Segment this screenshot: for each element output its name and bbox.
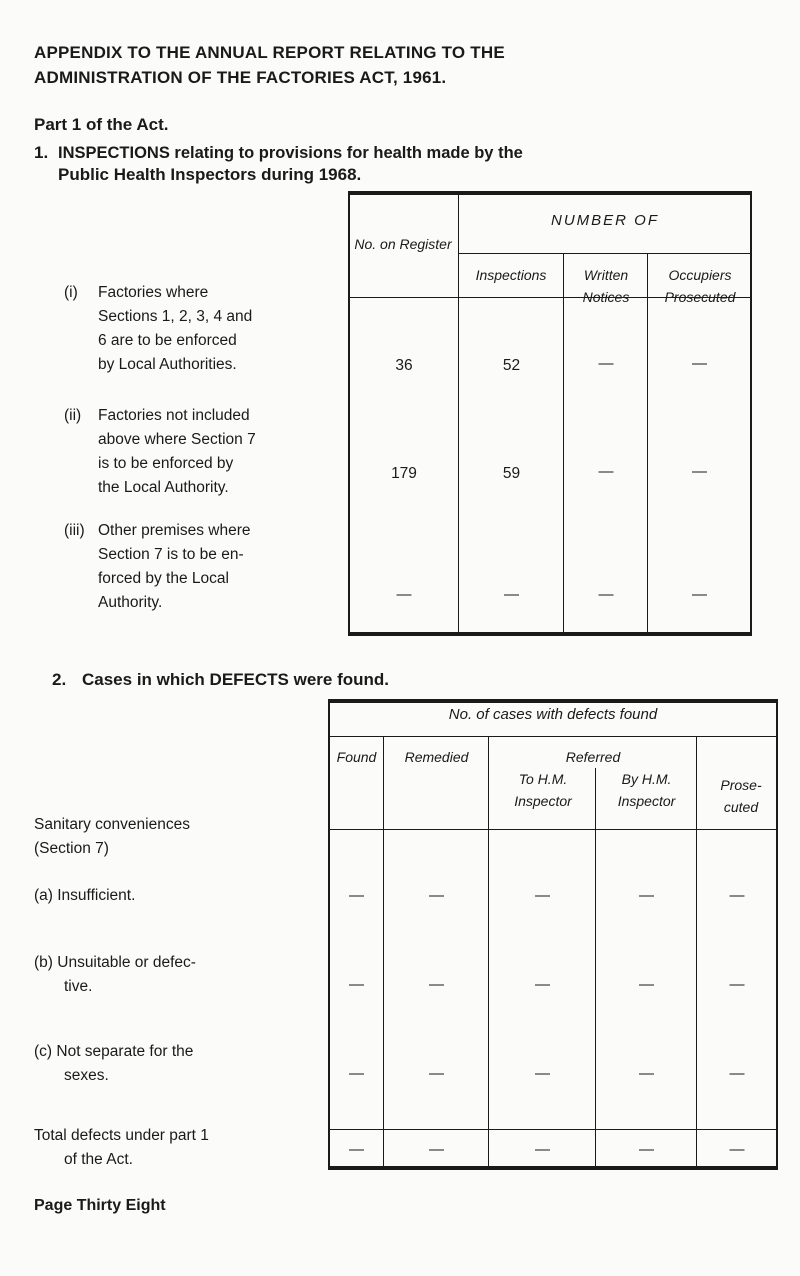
cell-register: — <box>396 586 412 603</box>
cell-to-hm: — <box>535 976 550 993</box>
table-1-bottom-rule <box>348 632 752 636</box>
table-2-left-rule <box>328 699 330 1170</box>
table-1-divider <box>647 253 648 636</box>
cell-remedied: — <box>429 887 444 904</box>
section-2-title-text: Cases in which DEFECTS were found. <box>82 670 389 689</box>
table-1-row-label: (ii) Factories not included above where Section 7 is to be enforced by the Local Authority. <box>64 407 256 496</box>
column-header-register: No. on Register <box>354 236 452 252</box>
section-1-title-line-2: Public Health Inspectors during 1968. <box>58 165 362 184</box>
table-2-divider <box>383 736 384 1170</box>
column-header-referred: Referred <box>565 749 621 765</box>
table-1-divider <box>563 253 564 636</box>
cell-prosecuted: — <box>729 1065 745 1082</box>
table-2-divider <box>488 736 489 1170</box>
column-header-remedied: Remedied <box>404 749 469 765</box>
table-1-row-label: (i) Factories where Sections 1, 2, 3, 4 and 6 are to be enforced by Local Authorities. <box>64 284 253 373</box>
table-2-top-rule <box>328 699 778 703</box>
section-2-number: 2. <box>52 670 67 689</box>
table-1-divider <box>458 253 752 254</box>
table-2-group-header: No. of cases with defects found <box>448 706 658 723</box>
cell-prosecuted: — <box>729 887 745 904</box>
cell-notices: — <box>598 463 614 480</box>
table-1-row-label: (iii) Other premises where Section 7 is to be en- forced by the Local Authority. <box>64 522 251 611</box>
total-defects-label: Total defects under part 1 of the Act. <box>34 1127 209 1168</box>
column-header-by-hm-inspector: By H.M. Inspector <box>617 771 676 809</box>
section-2-title <box>52 669 389 691</box>
section-1-title-line-1: INSPECTIONS relating to provisions for health made by the <box>58 144 523 162</box>
table-2-row-label: (c) Not separate for the sexes. <box>34 1043 194 1084</box>
table-1-left-rule <box>348 191 350 636</box>
table-2-header-rule <box>328 829 778 830</box>
column-header-written-notices: Written Notices <box>582 267 630 305</box>
table-2-bottom-rule <box>328 1166 778 1170</box>
cell-remedied: — <box>429 1065 444 1082</box>
table-1-right-rule <box>750 191 752 636</box>
column-header-prosecuted: Prose- cuted <box>720 777 762 815</box>
table-2-divider <box>696 736 697 1170</box>
heading-line-2: ADMINISTRATION OF THE FACTORIES ACT, 1961. <box>34 68 447 87</box>
column-header-found: Found <box>336 749 377 765</box>
table-2-row-label: (a) Insufficient. <box>34 887 136 904</box>
table-2-divider <box>328 736 778 737</box>
cell-prosecuted: — <box>692 463 707 480</box>
table-2-row-label: (b) Unsuitable or defec- tive. <box>34 954 196 995</box>
cell-notices: — <box>598 355 614 372</box>
cell-prosecuted: — <box>729 1141 745 1158</box>
cell-prosecuted: — <box>729 976 745 993</box>
report-heading <box>34 40 505 90</box>
cell-by-hm: — <box>639 1065 654 1082</box>
cell-by-hm: — <box>639 976 654 993</box>
cell-found: — <box>349 976 364 993</box>
cell-found: — <box>349 1065 364 1082</box>
cell-by-hm: — <box>639 887 654 904</box>
cell-notices: — <box>598 586 614 603</box>
column-header-occupiers-prosecuted: Occupiers Prosecuted <box>664 267 736 305</box>
sanitary-conveniences-label: Sanitary conveniences (Section 7) <box>34 816 190 857</box>
cell-inspections: — <box>504 586 519 603</box>
table-2-divider <box>595 768 596 1170</box>
cell-to-hm: — <box>535 1141 550 1158</box>
cell-remedied: — <box>429 976 444 993</box>
column-header-to-hm-inspector: To H.M. Inspector <box>514 771 572 809</box>
page-footer: Page Thirty Eight <box>34 1197 166 1214</box>
cell-found: — <box>349 887 364 904</box>
cell-prosecuted: — <box>692 355 707 372</box>
cell-to-hm: — <box>535 1065 550 1082</box>
section-1-title <box>34 142 523 186</box>
column-header-inspections: Inspections <box>475 267 547 283</box>
part-title: Part 1 of the Act. <box>34 115 169 134</box>
section-1-number: 1. <box>34 143 49 162</box>
cell-remedied: — <box>429 1141 444 1158</box>
table-2-total-rule <box>328 1129 778 1130</box>
cell-to-hm: — <box>535 887 550 904</box>
table-1-divider <box>458 191 459 636</box>
heading-line-1: APPENDIX TO THE ANNUAL REPORT RELATING TO THE <box>34 43 505 62</box>
cell-by-hm: — <box>639 1141 654 1158</box>
cell-prosecuted: — <box>692 586 707 603</box>
cell-register: 179 <box>391 465 417 482</box>
table-1-top-rule <box>348 191 752 195</box>
cell-inspections: 52 <box>502 357 521 374</box>
cell-found: — <box>349 1141 364 1158</box>
cell-inspections: 59 <box>502 465 521 482</box>
cell-register: 36 <box>395 357 413 374</box>
table-2-right-rule <box>776 699 778 1170</box>
table-1-group-header: NUMBER OF <box>551 212 659 229</box>
